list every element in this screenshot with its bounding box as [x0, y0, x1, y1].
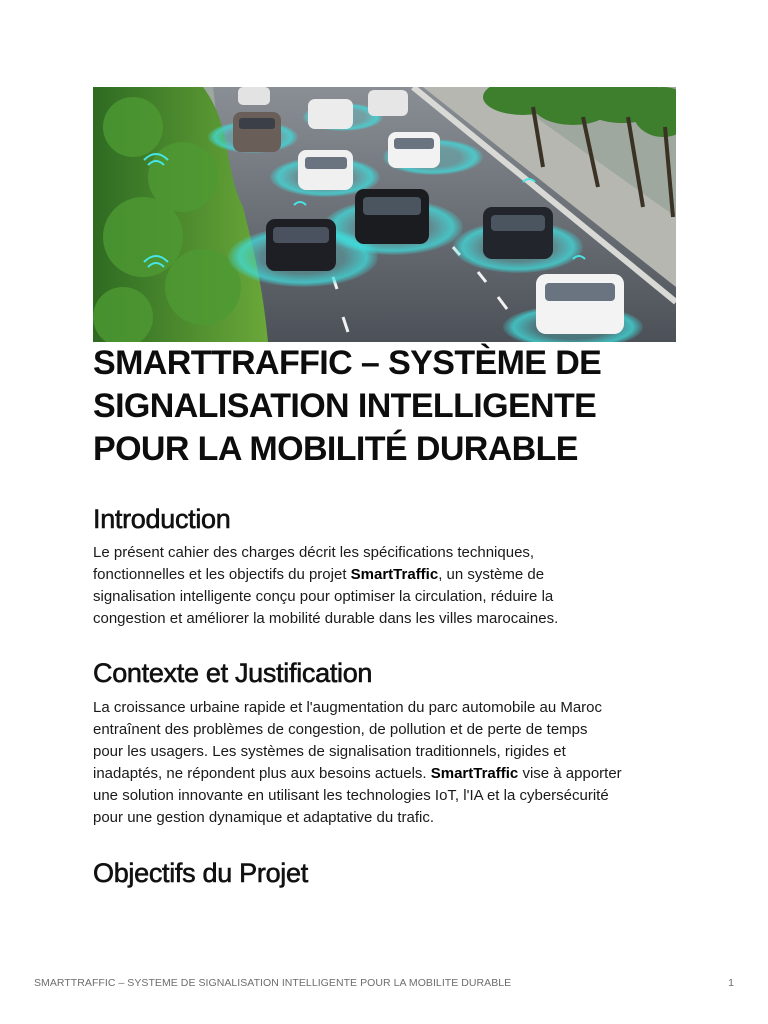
- section-heading-objectifs: Objectifs du Projet: [93, 858, 308, 888]
- title-line: SMARTTRAFFIC – SYSTÈME DE: [93, 344, 602, 382]
- title-line: SIGNALISATION INTELLIGENTE: [93, 387, 597, 425]
- page-number: 1: [728, 977, 734, 989]
- section-heading-introduction: Introduction: [93, 504, 231, 534]
- section-heading-contexte: Contexte et Justification: [93, 658, 373, 688]
- title-line: POUR LA MOBILITÉ DURABLE: [93, 430, 578, 468]
- introduction-paragraph: Le présent cahier des charges décrit les spécifications techniques, fonctionnelles et les objectifs du projet SmartTraffic, un système de signalisation intelligente conçu pour optimiser la circulation, réduire la congestion et améliorer la mobilité durable dans les villes marocaines.: [93, 544, 559, 627]
- traffic-illustration: [93, 87, 676, 342]
- hero-image: [93, 87, 676, 342]
- document-title: [93, 342, 693, 471]
- footer-title: SMARTTRAFFIC – SYSTEME DE SIGNALISATION INTELLIGENTE POUR LA MOBILITE DURABLE: [34, 977, 512, 989]
- product-name-emphasis: SmartTraffic: [430, 765, 519, 782]
- contexte-paragraph: La croissance urbaine rapide et l'augmentation du parc automobile au Maroc entraînent des problèmes de congestion, de pollution et de perte de temps pour les usagers. Les systèmes de signalisation traditionnels, rigides et inadaptés, ne répondent plus aux besoins actuels. SmartTraffic vise à apporter une solution innovante en utilisant les technologies IoT, l'IA et la cybersécurité pour une gestion dynamique et adaptative du trafic.: [93, 699, 622, 826]
- product-name-emphasis: SmartTraffic: [350, 566, 439, 583]
